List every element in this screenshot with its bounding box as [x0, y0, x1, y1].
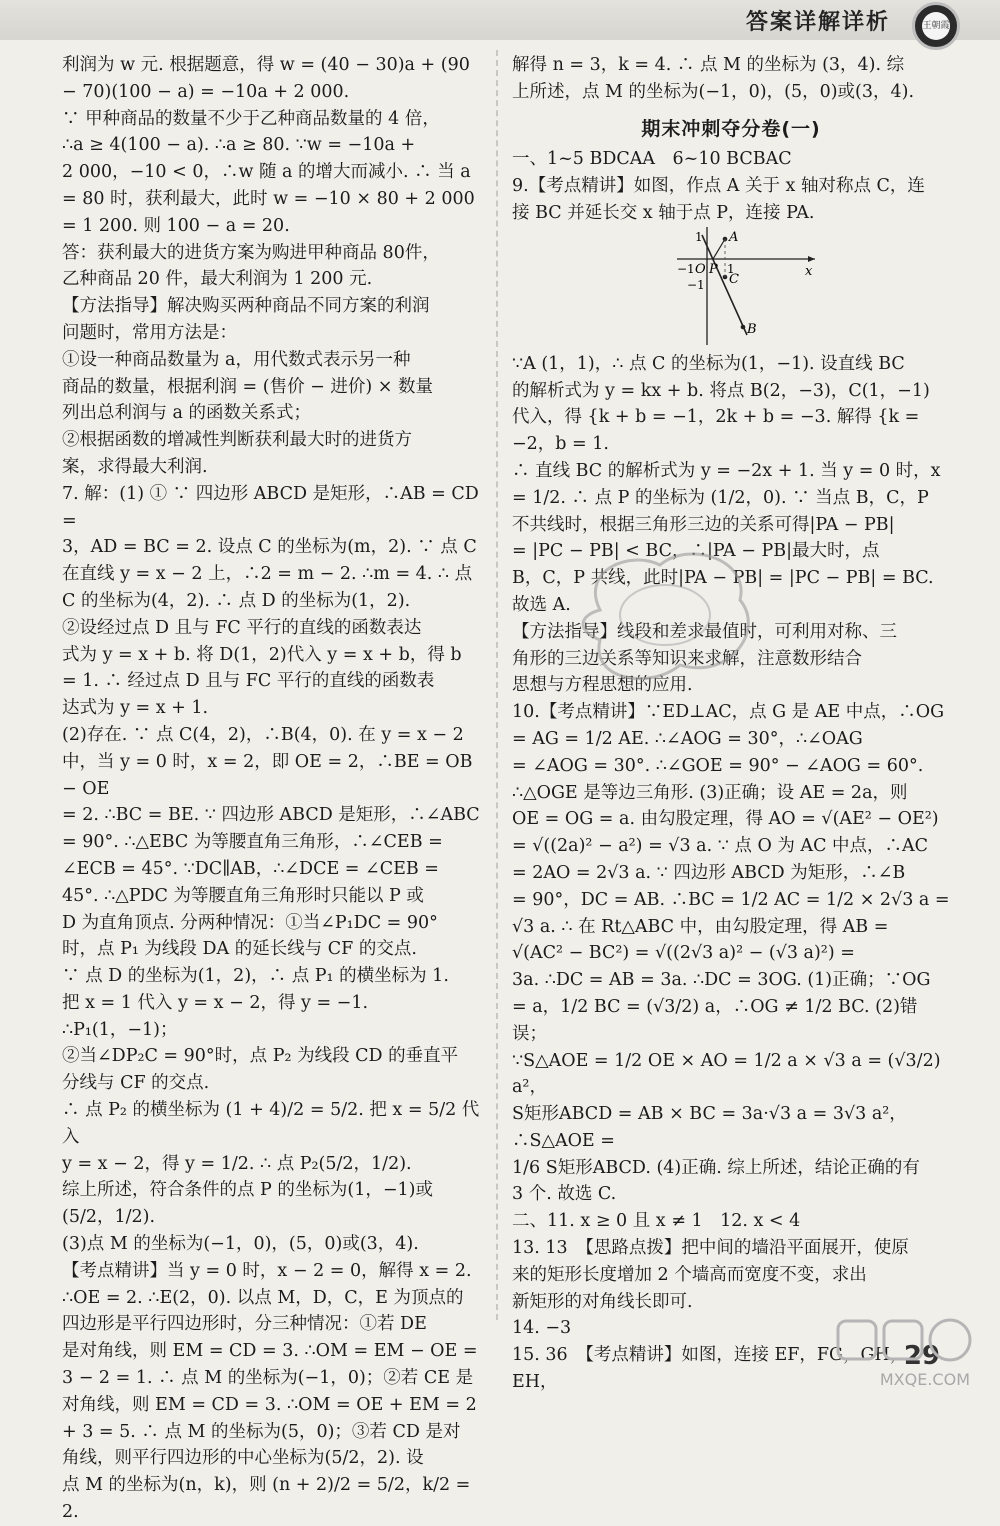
text-line: ②根据函数的增减性判断获利最大时的进货方 — [62, 430, 412, 451]
text-line: ∴OE = 2. ∴E(2，0). 以点 M，D，C，E 为顶点的 — [62, 1287, 464, 1308]
text-line: B，C，P 共线，此时|PA − PB| = |PC − PB| = BC. — [512, 568, 934, 589]
text-line: 二、11. x ≥ 0 且 x ≠ 1 12. x < 4 — [512, 1211, 801, 1232]
text-line: 的解析式为 y = kx + b. 将点 B(2，−3)，C(1，−1) — [512, 380, 930, 401]
text-line: 13. 13 【思路点拨】把中间的墙沿平面展开，使原 — [512, 1238, 909, 1259]
text-line: ∵ 甲种商品的数量不少于乙种商品数量的 4 倍， — [62, 108, 440, 129]
text-line: ∵ 点 D 的坐标为(1，2)，∴ 点 P₁ 的横坐标为 1. — [62, 966, 449, 987]
text-line: ∴a ≥ 4(100 − a). ∴a ≥ 80. ∵w = −10a + — [62, 135, 416, 156]
left-column — [62, 52, 485, 1526]
text-line: 3 − 2 = 1. ∴ 点 M 的坐标为(−1，0)；②若 CE 是 — [62, 1368, 474, 1389]
text-line: ∵A (1，1)，∴ 点 C 的坐标为(1，−1). 设直线 BC — [512, 353, 905, 374]
label-p: P — [709, 261, 718, 277]
text-line: 列出总利润与 a 的函数关系式； — [62, 403, 312, 424]
text-line: 点 M 的坐标为(n，k)，则 (n + 2)/2 = 5/2，k/2 = 2. — [62, 1475, 476, 1523]
text-line: 3，AD = BC = 2. 设点 C 的坐标为(m，2). ∵ 点 C — [62, 537, 477, 558]
text-line: 故选 A. — [512, 594, 571, 615]
text-line: 解得 n = 3，k = 4. ∴ 点 M 的坐标为 (3，4). 综 — [512, 55, 905, 75]
text-line: 在直线 y = x − 2 上，∴2 = m − 2. ∴m = 4. ∴ 点 — [62, 564, 473, 585]
text-line: (5/2，1/2). — [62, 1207, 156, 1228]
text-line: = |PC − PB| < BC，∴|PA − PB|最大时，点 — [512, 541, 880, 562]
text-line: 【方法指导】解决购买两种商品不同方案的利润 — [62, 296, 430, 317]
text-line: S矩形ABCD = AB × BC = 3a·√3 a = 3√3 a²，∴S△AOE = — [512, 1104, 907, 1151]
header-title: 答案详解详析 — [745, 10, 890, 35]
segment-pa — [713, 239, 725, 259]
text-line: 四边形是平行四边形时，分三种情况：①若 DE — [62, 1314, 427, 1335]
text-line: = 1. ∴ 经过点 D 且与 FC 平行的直线的函数表 — [62, 671, 435, 692]
label-neg-one-x: −1 — [677, 261, 695, 276]
text-line: 7. 解：(1) ① ∵ 四边形 ABCD 是矩形，∴AB = CD = — [62, 483, 485, 531]
text-line: ∴ 点 P₂ 的横坐标为 (1 + 4)/2 = 5/2. 把 x = 5/2 代入 — [62, 1100, 480, 1147]
text-line: 10.【考点精讲】∵ED⊥AC，点 G 是 AE 中点，∴OG — [512, 702, 945, 723]
column-divider — [496, 50, 498, 1320]
text-line: 对角线，则 EM = CD = 3. ∴OM = OE + EM = 2 — [62, 1394, 477, 1415]
label-a: A — [729, 229, 739, 245]
label-one-right: 1 — [727, 261, 735, 276]
text-line: 时，点 P₁ 为线段 DA 的延长线与 CF 的交点. — [62, 939, 417, 960]
text-line: = 80 时，获利最大，此时 w = −10 × 80 + 2 000 — [62, 188, 475, 209]
text-line: = √((2a)² − a²) = √3 a. ∵ 点 O 为 AC 中点，∴AC — [512, 836, 929, 857]
text-line: 45°. ∴△PDC 为等腰直角三角形时只能以 P 或 — [62, 885, 424, 906]
text-line: = AG = 1/2 AE. ∴∠AOG = 30°，∴∠OAG — [512, 728, 863, 749]
text-line: = 2. ∴BC = BE. ∵ 四边形 ABCD 是矩形，∴∠ABC — [62, 805, 480, 826]
text-line: √3 a. ∴ 在 Rt△ABC 中，由勾股定理，得 AB = — [512, 916, 889, 937]
text-line: C 的坐标为(4，2). ∴ 点 D 的坐标为(1，2). — [62, 590, 411, 611]
text-line: 中，当 y = 0 时，x = 2，即 OE = 2，∴BE = OB − OE — [62, 751, 479, 799]
label-b: B — [747, 321, 757, 337]
section-title: 期末冲刺夺分卷(一) — [641, 117, 821, 140]
label-one-top: 1 — [695, 229, 703, 244]
text-line: OE = OG = a. 由勾股定理，得 AO = √(AE² − OE²) — [512, 809, 939, 830]
text-line: 【方法指导】线段和差求最值时，可利用对称、三 — [512, 621, 897, 642]
text-line: ②当∠DP₂C = 90°时，点 P₂ 为线段 CD 的垂直平 — [62, 1046, 459, 1067]
right-column — [512, 52, 950, 1396]
text-line: = 1/2. ∴ 点 P 的坐标为 (1/2，0). ∵ 当点 B，C，P — [512, 487, 929, 508]
text-line: + 3 = 5. ∴ 点 M 的坐标为(5，0)；③若 CD 是对 — [62, 1421, 461, 1442]
text-line: 14. −3 — [512, 1318, 572, 1339]
text-line: 3 个. 故选 C. — [512, 1184, 617, 1205]
text-line: 2 000，−10 < 0，∴w 随 a 的增大而减小. ∴ 当 a — [62, 162, 471, 183]
text-line: 9.【考点精讲】如图，作点 A 关于 x 轴对称点 C，连 — [512, 176, 925, 197]
text-line: 综上所述，符合条件的点 P 的坐标为(1，−1)或 — [62, 1180, 433, 1201]
text-line: 代入，得 {k + b = −1，2k + b = −3. 解得 {k = −2，b = 1. — [512, 407, 925, 455]
text-line: ①设一种商品数量为 a，用代数式表示另一种 — [62, 349, 411, 370]
text-line: = 90°，DC = AB. ∴BC = 1/2 AC = 1/2 × 2√3 a = — [512, 889, 950, 910]
text-line: ∴△OGE 是等边三角形. (3)正确；设 AE = 2a，则 — [512, 782, 908, 803]
text-line: 角形的三边关系等知识来求解，注意数形结合 — [512, 648, 862, 669]
text-line: ②设经过点 D 且与 FC 平行的直线的函数表达 — [62, 617, 422, 638]
text-line: 分线与 CF 的交点. — [62, 1073, 210, 1094]
text-line: 角线，则平行四边形的中心坐标为(5/2，2). 设 — [62, 1448, 424, 1469]
point-b — [741, 324, 746, 329]
text-line: − 70)(100 − a) = −10a + 2 000. — [62, 81, 350, 102]
text-line: 新矩形的对角线长即可. — [512, 1291, 693, 1312]
x-axis-arrow — [808, 256, 815, 262]
text-line: 思想与方程思想的应用. — [512, 675, 693, 696]
text-line: 达式为 y = x + 1. — [62, 698, 209, 719]
text-line: 上所述，点 M 的坐标为(−1，0)，(5，0)或(3，4). — [512, 81, 915, 102]
watermark-text: MXQE.COM — [879, 1370, 970, 1389]
text-line: 商品的数量，根据利润 = (售价 − 进价) × 数量 — [62, 376, 434, 397]
text-line: 式为 y = x + b. 将 D(1，2)代入 y = x + b，得 b — [62, 644, 462, 665]
text-line: 来的矩形长度增加 2 个墙高而宽度不变，求出 — [512, 1264, 867, 1285]
text-line: 【考点精讲】当 y = 0 时，x − 2 = 0，解得 x = 2. — [62, 1260, 472, 1281]
line-bc — [702, 235, 747, 335]
text-line: y = x − 2，得 y = 1/2. ∴ 点 P₂(5/2，1/2). — [62, 1153, 412, 1174]
label-x: x — [805, 263, 813, 279]
text-line: D 为直角顶点. 分两种情况：①当∠P₁DC = 90° — [62, 912, 438, 933]
label-o: O — [695, 261, 706, 277]
text-line: 答：获利最大的进货方案为购进甲种商品 80件， — [62, 242, 440, 263]
page-number: 29 — [903, 1341, 940, 1371]
text-line: 案，求得最大利润. — [62, 456, 208, 477]
text-line: 利润为 w 元. 根据题意，得 w = (40 − 30)a + (90 — [62, 55, 470, 75]
coordinate-figure — [677, 227, 817, 347]
text-line: = a，1/2 BC = (√3/2) a，∴OG ≠ 1/2 BC. (2)错误； — [512, 996, 918, 1044]
label-c: C — [729, 271, 739, 287]
text-line: ∵S△AOE = 1/2 OE × AO = 1/2 a × √3 a = (√3/2) a²， — [512, 1050, 947, 1098]
text-line: (3)点 M 的坐标为(−1，0)，(5，0)或(3，4). — [62, 1234, 419, 1255]
text-line: ∴ 直线 BC 的解析式为 y = −2x + 1. 当 y = 0 时，x — [512, 460, 941, 481]
text-line: 接 BC 并延长交 x 轴于点 P，连接 PA. — [512, 202, 815, 223]
text-line: 把 x = 1 代入 y = x − 2，得 y = −1. ∴P₁(1，−1)； — [62, 992, 374, 1040]
text-line: 不共线时，根据三角形三边的关系可得|PA − PB| — [512, 514, 895, 535]
text-line: 15. 36 【考点精讲】如图，连接 EF，FG，GH，EH， — [512, 1345, 908, 1393]
text-line: = 1 200. 则 100 − a = 20. — [62, 215, 290, 236]
text-line: = 2AO = 2√3 a. ∵ 四边形 ABCD 为矩形，∴∠B — [512, 862, 906, 883]
page-header — [0, 0, 1000, 40]
text-line: 乙种商品 20 件，最大利润为 1 200 元. — [62, 269, 373, 290]
text-line: (2)存在. ∵ 点 C(4，2)，∴B(4，0). 在 y = x − 2 — [62, 724, 464, 745]
text-line: = ∠AOG = 30°. ∴∠GOE = 90° − ∠AOG = 60°. — [512, 755, 924, 776]
text-line: = 90°. ∴△EBC 为等腰直角三角形，∴∠CEB = — [62, 832, 443, 853]
label-neg-one-y: −1 — [687, 277, 705, 292]
text-line: √(AC² − BC²) = √((2√3 a)² − (√3 a)²) = — [512, 943, 855, 964]
text-line: 1/6 S矩形ABCD. (4)正确. 综上所述，结论正确的有 — [512, 1157, 920, 1178]
publisher-logo — [912, 2, 960, 50]
text-line: 是对角线，则 EM = CD = 3. ∴OM = EM − OE = — [62, 1341, 478, 1362]
text-line: 问题时，常用方法是： — [62, 322, 237, 343]
logo-text: 王朝霞 — [922, 12, 950, 40]
text-line: ∠ECB = 45°. ∵DC∥AB，∴∠DCE = ∠CEB = — [62, 858, 439, 879]
text-line: 3a. ∴DC = AB = 3a. ∴DC = 3OG. (1)正确；∵OG — [512, 970, 931, 991]
text-line: 一、1~5 BDCAA 6~10 BCBAC — [512, 149, 792, 170]
